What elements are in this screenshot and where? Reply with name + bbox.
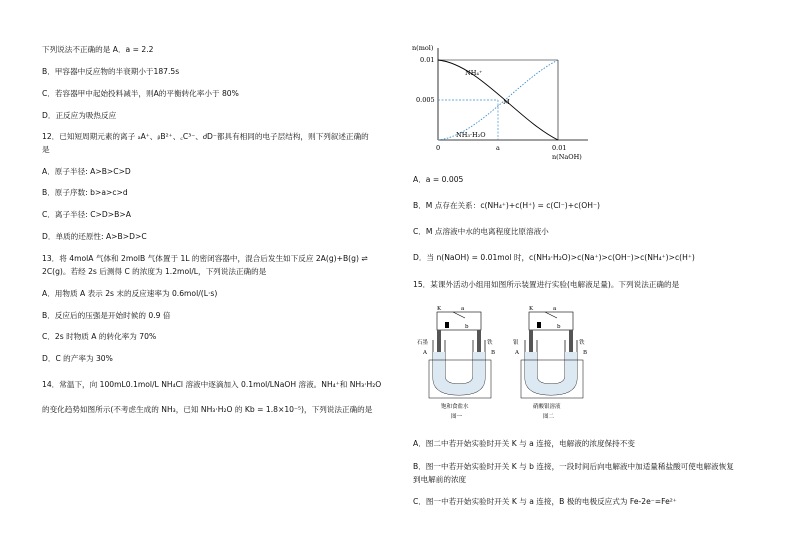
- x-tick-zero: 0: [436, 144, 441, 152]
- q15-option-b-cont: 到电解前的浓度: [413, 475, 467, 484]
- q13-stem-cont: 2C(g)。若经 2s 后测得 C 的浓度为 1.2mol/L，下列说法正确的是: [42, 267, 267, 276]
- nh4-label: NH₄⁺: [465, 69, 483, 77]
- svg-text:b: b: [557, 324, 561, 330]
- svg-text:B: B: [583, 350, 588, 356]
- svg-text:A: A: [515, 350, 519, 356]
- q14-option-d: D．当 n(NaOH) = 0.01mol 时，c(NH₃·H₂O)>c(Na⁺)>c(OH⁻)>c(NH₄⁺)>c(H⁺): [413, 253, 695, 262]
- y-tick-top: 0.01: [420, 56, 435, 64]
- q12-stem: 12．已知短周期元素的离子 ₐA⁺、ᵦB²⁺、꜀C³⁻、ᏧD⁻都具有相同的电子层结构，则下列叙述正确的: [42, 132, 369, 141]
- nh3-label: NH₃·H₂O: [456, 131, 486, 139]
- x-tick-a: a: [496, 144, 500, 152]
- q15-option-c: C．图一中若开始实验时开关 K 与 a 连接，B 极的电极反应式为 Fe-2e⁻=Fe²⁺: [413, 497, 677, 506]
- q12-option-d: D．单质的还原性: A>B>D>C: [42, 232, 147, 241]
- svg-text:a: a: [461, 306, 465, 312]
- titration-graph: [408, 40, 598, 165]
- q13-option-c: C．2s 时物质 A 的转化率为 70%: [42, 332, 157, 341]
- q14-stem: 14．常温下，向 100mL0.1mol/L NH₄Cl 溶液中逐滴加入 0.1mol/LNaOH 溶液。NH₄⁺和 NH₃·H₂O: [42, 380, 382, 389]
- q11-option-c: C．若容器甲中起始投料减半，则A的平衡转化率小于 80%: [42, 89, 239, 98]
- electrolysis-apparatus: [415, 300, 595, 430]
- x-tick-end: 0.01: [552, 144, 567, 152]
- svg-text:B: B: [491, 350, 496, 356]
- q14-option-a: A．a = 0.005: [413, 175, 464, 184]
- q12-option-b: B．原子序数: b>a>c>d: [42, 188, 128, 197]
- q13-option-b: B．反应后的压强是开始时候的 0.9 倍: [42, 311, 171, 320]
- y-tick-mid: 0.005: [416, 96, 435, 104]
- svg-text:b: b: [465, 324, 469, 330]
- q15-stem: 15．某课外活动小组用如图所示装置进行实验(电解液足量)。下列说法正确的是: [413, 280, 680, 289]
- figure-one: [417, 306, 495, 420]
- q13-stem: 13．将 4molA 气体和 2molB 气体置于 1L 的密闭容器中，混合后发生如下反应 2A(g)+B(g) ⇌: [42, 254, 368, 263]
- svg-text:铁: 铁: [579, 340, 585, 346]
- q14-option-c: C．M 点溶液中水的电离程度比原溶液小: [413, 227, 549, 236]
- q13-option-d: D．C 的产率为 30%: [42, 354, 113, 363]
- svg-text:石墨: 石墨: [417, 340, 429, 346]
- q12-option-c: C．离子半径: C>D>B>A: [42, 210, 131, 219]
- svg-text:K: K: [437, 306, 442, 312]
- svg-text:铁: 铁: [487, 340, 493, 346]
- q13-option-a: A．用物质 A 表示 2s 末的反应速率为 0.6mol/(L·s): [42, 289, 218, 298]
- q11-option-d: D．正反应为吸热反应: [42, 111, 117, 120]
- svg-text:图二: 图二: [543, 414, 555, 420]
- figure-two: [513, 306, 587, 420]
- x-axis-label: n(NaOH): [552, 153, 582, 161]
- svg-text:图一: 图一: [451, 414, 463, 420]
- svg-text:硝酸银溶液: 硝酸银溶液: [533, 404, 561, 410]
- q12-option-a: A．原子半径: A>B>C>D: [42, 167, 131, 176]
- svg-text:饱和食盐水: 饱和食盐水: [441, 404, 469, 410]
- q15-option-b: B．图一中若开始实验时开关 K 与 b 连接，一段时间后向电解液中加适量稀盐酸可使电解液恢复: [413, 462, 734, 471]
- svg-text:A: A: [423, 350, 427, 356]
- svg-text:a: a: [553, 306, 557, 312]
- q14-option-b: B．M 点存在关系：c(NH₄⁺)+c(H⁺) = c(Cl⁻)+c(OH⁻): [413, 201, 600, 210]
- svg-text:K: K: [529, 306, 534, 312]
- svg-text:银: 银: [513, 340, 519, 346]
- q14-stem-cont: 的变化趋势如图所示(不考虑生成的 NH₃，已知 NH₃·H₂O 的 Kb = 1.8×10⁻⁵)，下列说法正确的是: [42, 405, 373, 414]
- q11-option-a: 下列说法不正确的是 A．a = 2.2: [42, 45, 154, 54]
- q11-option-b: B．甲容器中反应物的半衰期小于187.5s: [42, 67, 180, 76]
- q15-option-a: A．图二中若开始实验时开关 K 与 a 连接，电解液的浓度保持不变: [413, 439, 635, 448]
- y-axis-label: n(mol): [412, 44, 434, 52]
- point-m-label: M: [503, 98, 510, 106]
- q12-stem-cont: 是: [42, 145, 50, 154]
